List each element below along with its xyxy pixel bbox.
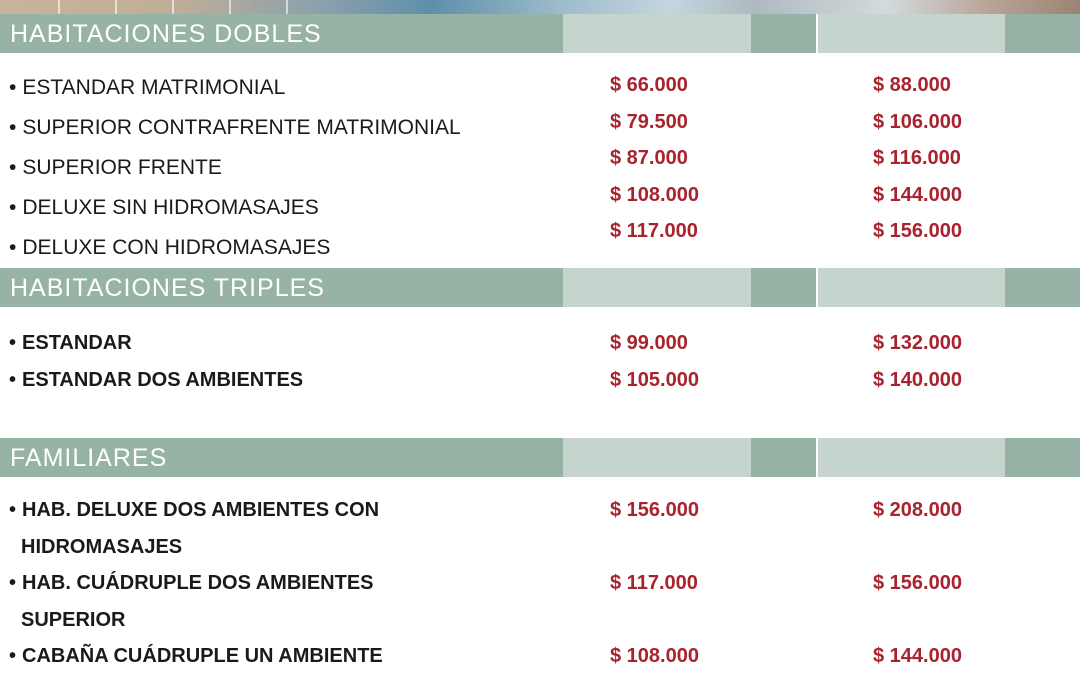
header-segment — [1005, 14, 1080, 53]
header-segment — [563, 14, 751, 53]
price-col1: $ 99.000 — [610, 332, 688, 354]
price-col1: $ 117.000 — [610, 220, 698, 242]
price-col1: $ 87.000 — [610, 147, 688, 169]
room-item — [9, 195, 319, 221]
price-col2: $ 140.000 — [873, 369, 962, 391]
room-item — [9, 570, 374, 596]
price-col2: $ 106.000 — [873, 111, 962, 133]
header-segment — [1005, 268, 1080, 307]
header-segment — [817, 268, 1005, 307]
room-name-continued: SUPERIOR — [21, 609, 126, 631]
room-item — [9, 643, 383, 669]
bullet: • — [9, 116, 17, 139]
bullet: • — [9, 196, 17, 219]
section-header-dobles — [0, 14, 1080, 53]
section-title: FAMILIARES — [10, 444, 168, 472]
header-segment — [563, 268, 751, 307]
photo-tile-line — [172, 0, 174, 14]
price-col1: $ 156.000 — [610, 499, 699, 521]
photo-tile-line — [229, 0, 231, 14]
room-item — [9, 235, 330, 261]
price-col1: $ 108.000 — [610, 645, 699, 667]
room-name: HAB. DELUXE DOS AMBIENTES CON — [22, 499, 380, 521]
photo-tile-line — [286, 0, 288, 14]
bullet: • — [9, 76, 17, 99]
header-segment — [817, 438, 1005, 477]
room-name: DELUXE CON HIDROMASAJES — [22, 236, 331, 259]
price-col2: $ 144.000 — [873, 645, 962, 667]
room-item — [9, 115, 461, 141]
header-divider — [816, 438, 818, 477]
header-divider — [816, 268, 818, 307]
bullet: • — [9, 499, 17, 521]
photo-tile-line — [58, 0, 60, 14]
header-segment — [817, 14, 1005, 53]
header-segment — [1005, 438, 1080, 477]
header-divider — [816, 14, 818, 53]
bullet: • — [9, 236, 17, 259]
header-segment — [751, 14, 817, 53]
price-col1: $ 105.000 — [610, 369, 699, 391]
bullet: • — [9, 156, 17, 179]
room-name: HAB. CUÁDRUPLE DOS AMBIENTES — [22, 572, 374, 594]
room-name: CABAÑA CUÁDRUPLE UN AMBIENTE — [22, 645, 383, 667]
room-name: ESTANDAR — [22, 332, 132, 354]
bullet: • — [9, 645, 17, 667]
room-name: ESTANDAR DOS AMBIENTES — [22, 369, 304, 391]
section-header-triples — [0, 268, 1080, 307]
bullet: • — [9, 572, 17, 594]
price-col1: $ 66.000 — [610, 74, 688, 96]
room-item — [9, 330, 132, 356]
price-col2: $ 88.000 — [873, 74, 951, 96]
room-name: SUPERIOR CONTRAFRENTE MATRIMONIAL — [22, 116, 461, 139]
price-col1: $ 108.000 — [610, 184, 699, 206]
header-photo — [0, 0, 1080, 14]
price-col2: $ 116.000 — [873, 147, 961, 169]
room-name: SUPERIOR FRENTE — [22, 156, 222, 179]
price-col2: $ 208.000 — [873, 499, 962, 521]
room-item — [9, 75, 285, 101]
price-col1: $ 117.000 — [610, 572, 698, 594]
section-title: HABITACIONES DOBLES — [10, 20, 322, 48]
section-header-familiares — [0, 438, 1080, 477]
room-name-continued: HIDROMASAJES — [21, 536, 183, 558]
price-col1: $ 79.500 — [610, 111, 688, 133]
bullet: • — [9, 369, 17, 391]
room-item — [9, 155, 222, 181]
room-name: ESTANDAR MATRIMONIAL — [22, 76, 286, 99]
header-segment — [751, 268, 817, 307]
header-segment — [751, 438, 817, 477]
room-item — [9, 497, 379, 523]
price-col2: $ 156.000 — [873, 572, 962, 594]
room-item — [9, 367, 303, 393]
section-title: HABITACIONES TRIPLES — [10, 274, 325, 302]
header-segment — [563, 438, 751, 477]
price-col2: $ 132.000 — [873, 332, 962, 354]
room-name: DELUXE SIN HIDROMASAJES — [22, 196, 319, 219]
price-col2: $ 156.000 — [873, 220, 962, 242]
photo-tile-line — [115, 0, 117, 14]
price-col2: $ 144.000 — [873, 184, 962, 206]
bullet: • — [9, 332, 17, 354]
